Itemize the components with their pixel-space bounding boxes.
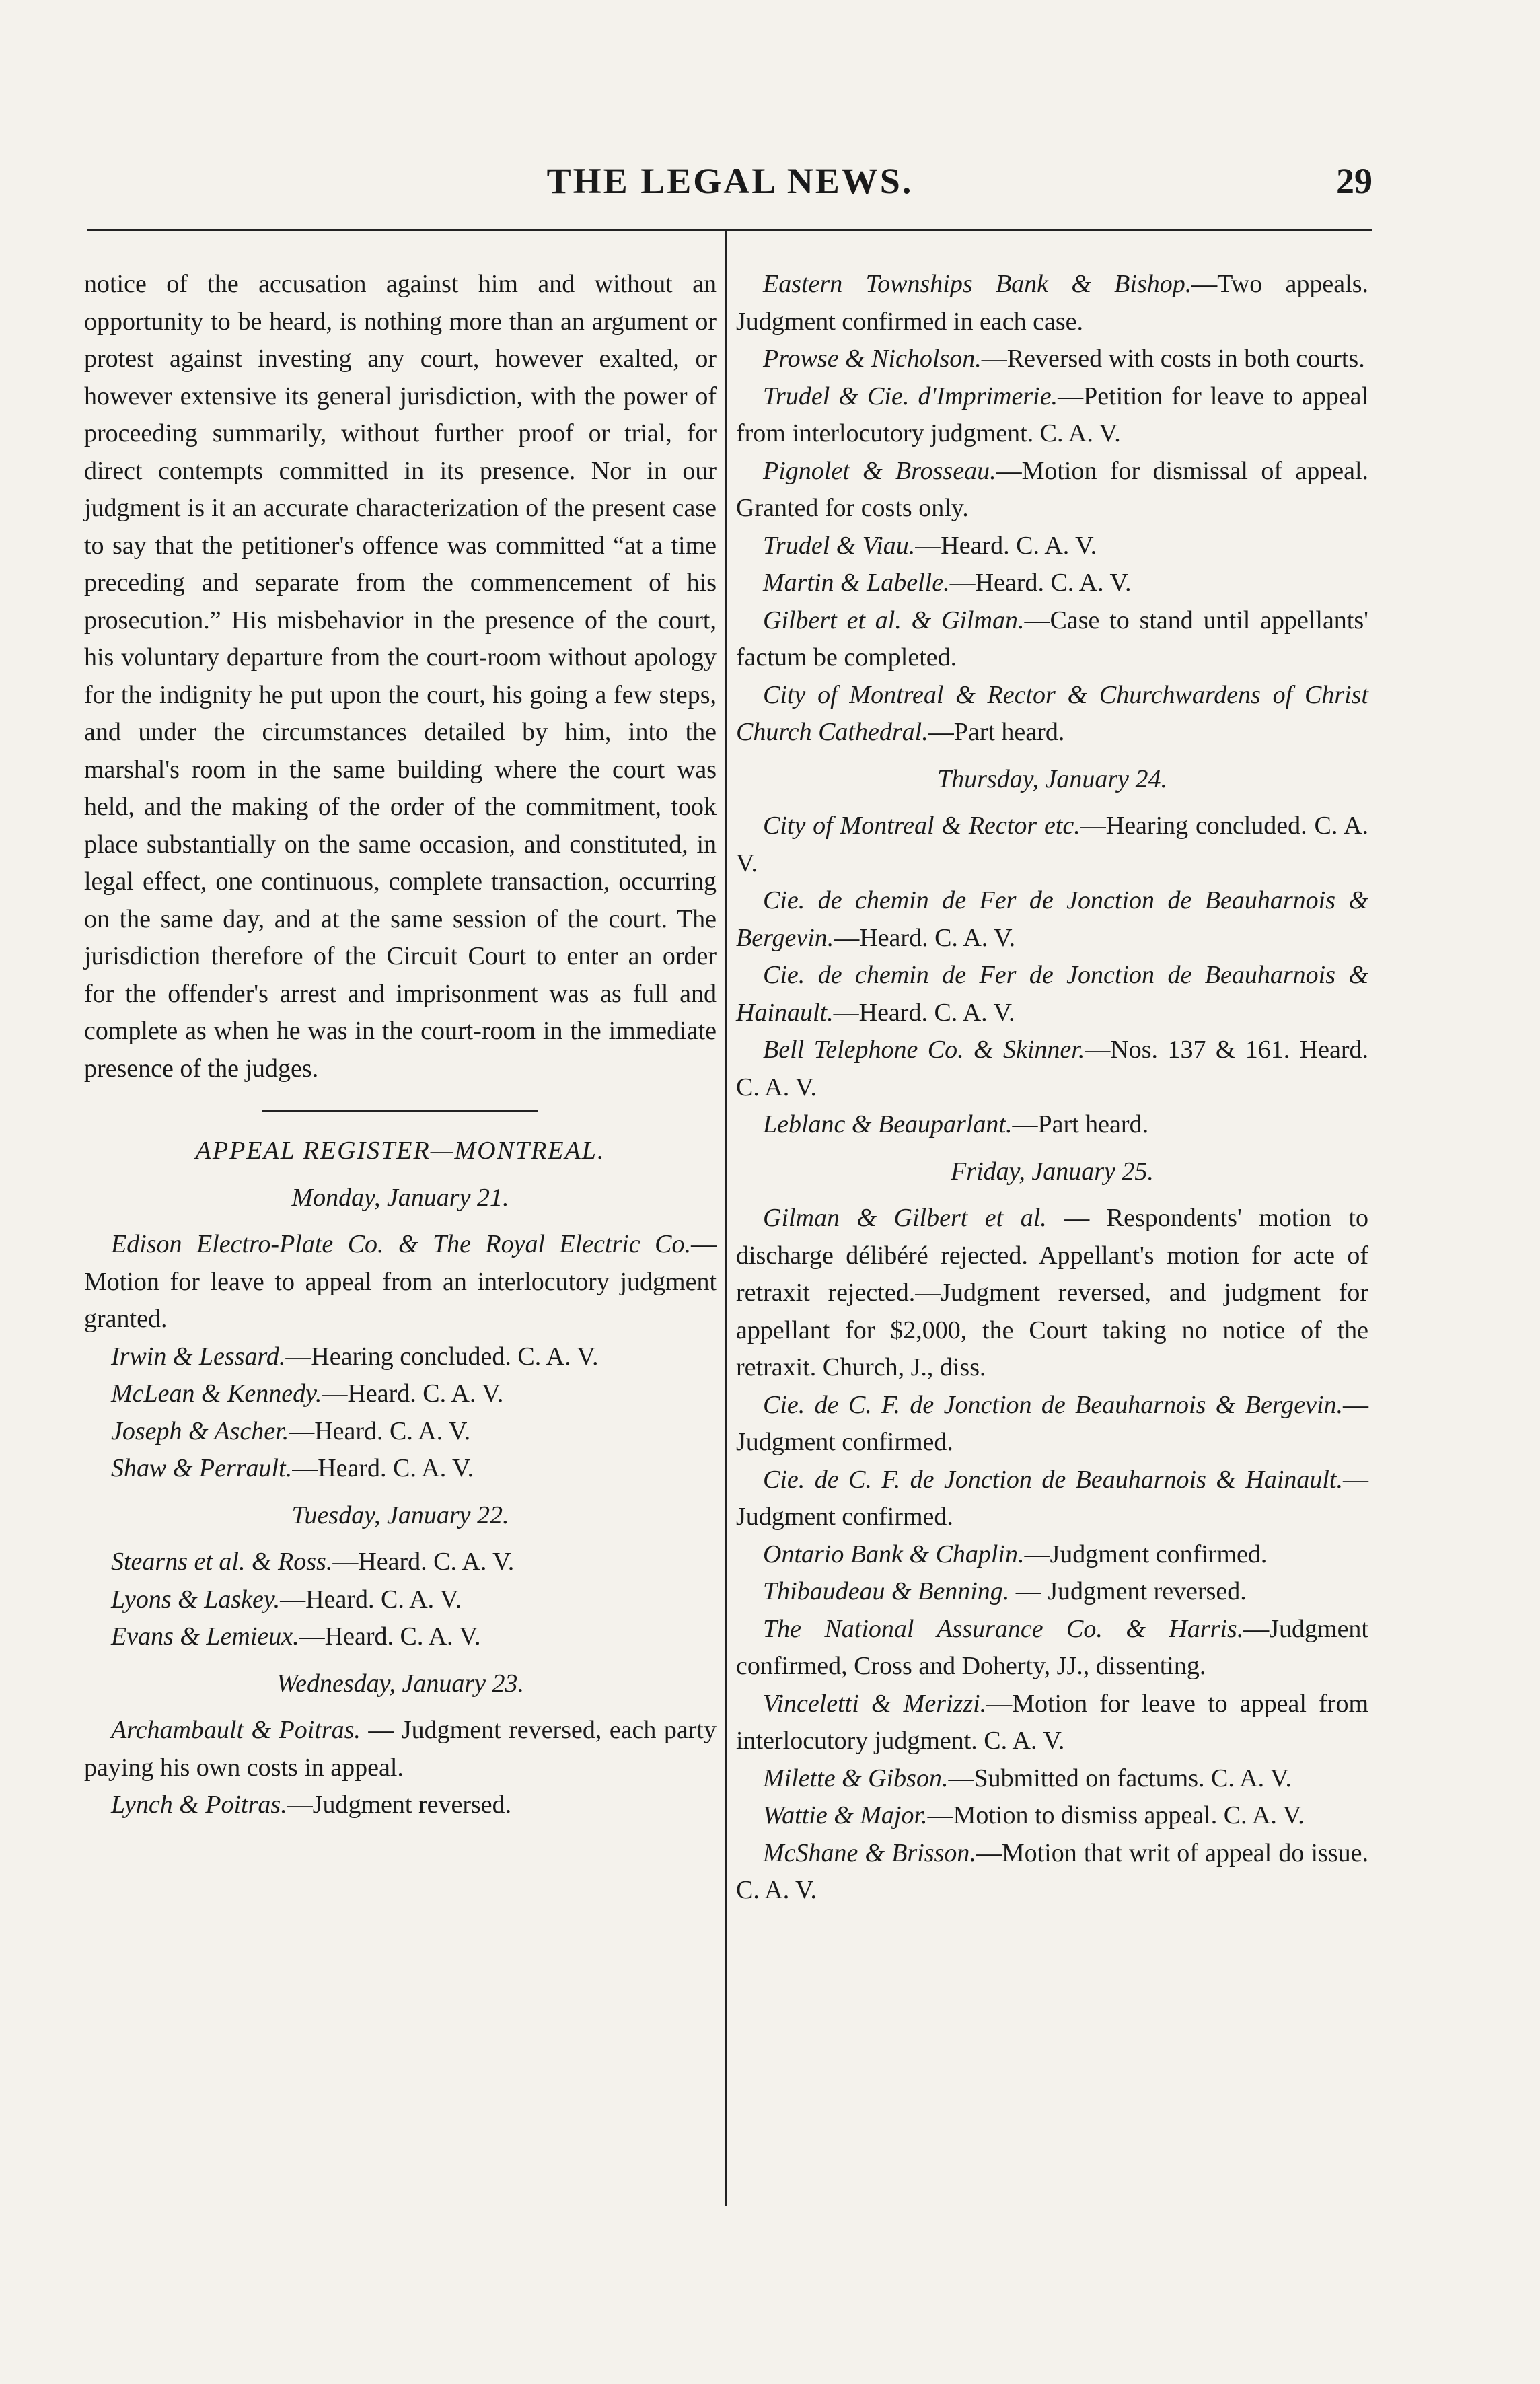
entry-parties: Lyons & Laskey.: [111, 1585, 281, 1614]
register-entry: [736, 1611, 1368, 1686]
entry-text: —Case to stand until appellants' factum be completed.: [736, 606, 1368, 672]
register-entry: [736, 266, 1368, 340]
register-entry: [736, 1387, 1368, 1461]
entry-text: —Submitted on factums. C. A. V.: [948, 1764, 1292, 1793]
entry-text: — Judgment reversed, each party paying his own costs in appeal.: [84, 1716, 717, 1782]
entry-parties: Evans & Lemieux.: [111, 1622, 299, 1651]
register-entry: [736, 957, 1368, 1032]
entry-parties: Irwin & Lessard.: [111, 1342, 286, 1371]
entry-parties: Joseph & Ascher.: [111, 1416, 289, 1445]
register-entry: [84, 1581, 717, 1619]
register-entry: [736, 340, 1368, 378]
entry-parties: Bell Telephone Co. & Skinner.: [763, 1036, 1085, 1064]
entry-text: —Heard. C. A. V.: [833, 998, 1015, 1027]
section-rule: [262, 1110, 538, 1112]
opinion-paragraph: notice of the accusation against him and without an opportunity to be heard, is nothing more than an argument or protest against investing any court, however exalted, or however extensive its general jurisdiction, with the power of proceeding summarily, without further proof or trial, for direct contempts committed in its presence. Nor in our judgment is it an accurate characterization of the present case to say that the petitioner's offence was committed “at a time preceding and separate from the commencement of his prosecution.” His misbehavior in the presence of the court, his voluntary departure from the court-room without apology for the indignity he put upon the court, his going a few steps, and under the circumstances detailed by him, into the marshal's room in the same building where the court was held, and the making of the order of the commitment, took place substantially on the same occasion, and constituted, in legal effect, one continuous, complete transaction, occurring on the same day, and at the same session of the court. The jurisdiction therefore of the Circuit Court to enter an order for the offender's arrest and imprisonment was as full and complete as when he was in the court-room in the immediate presence of the judges.: [84, 270, 717, 1083]
entry-parties: McLean & Kennedy.: [111, 1379, 322, 1408]
entry-text: —Two appeals. Judgment confirmed in each case.: [736, 270, 1368, 336]
register-entry: [736, 882, 1368, 957]
entry-parties: Cie. de C. F. de Jonction de Beauharnois & Hainault.: [763, 1465, 1343, 1494]
day-heading: Wednesday, January 23.: [277, 1669, 524, 1698]
register-entry: [736, 565, 1368, 602]
register-entry: [736, 1461, 1368, 1536]
entry-parties: Shaw & Perrault.: [111, 1454, 293, 1482]
day-heading: Friday, January 25.: [951, 1157, 1154, 1186]
register-entry: [736, 453, 1368, 528]
register-entry: [736, 1686, 1368, 1760]
entry-parties: Archambault & Poitras.: [111, 1716, 361, 1744]
entry-text: — Respondents' motion to discharge délibéré rejected. Appellant's motion for acte of retraxit rejected.—Judgment reversed, and judgment for appellant for $2,000, the Court taking no notice of the retraxit. Church, J., diss.: [736, 1204, 1368, 1381]
entry-parties: Gilman & Gilbert et al.: [763, 1204, 1047, 1232]
entry-parties: Thibaudeau & Benning.: [763, 1577, 1010, 1605]
register-entry: [736, 1106, 1368, 1144]
register-entry: [736, 1032, 1368, 1106]
entry-text: —Judgment confirmed.: [736, 1390, 1368, 1456]
entry-text: —Judgment confirmed, Cross and Doherty, JJ., dissenting.: [736, 1614, 1368, 1680]
left-column: [84, 266, 717, 1824]
running-title: THE LEGAL NEWS.: [546, 161, 914, 201]
entry-text: —Reversed with costs in both courts.: [981, 345, 1365, 373]
entry-text: —Judgment confirmed.: [1024, 1540, 1268, 1568]
entry-text: — Judgment reversed.: [1009, 1577, 1247, 1605]
register-entry: [84, 1786, 717, 1824]
register-entry: [84, 1712, 717, 1786]
entry-parties: City of Montreal & Rector & Churchwardens of Christ Church Cathedral.: [736, 680, 1368, 746]
entry-parties: Cie. de chemin de Fer de Jonction de Beauharnois & Hainault.: [736, 961, 1368, 1027]
register-entry: [84, 1450, 717, 1488]
register-entry: [736, 528, 1368, 565]
entry-text: —Hearing concluded. C. A. V.: [285, 1342, 599, 1371]
section-heading: APPEAL REGISTER—MONTREAL.: [195, 1136, 606, 1165]
register-entry: [736, 1573, 1368, 1611]
entry-parties: Trudel & Viau.: [763, 531, 916, 560]
entry-text: —Part heard.: [928, 718, 1065, 746]
entry-parties: Pignolet & Brosseau.: [763, 456, 996, 485]
entry-parties: Edison Electro-Plate Co. & The Royal Electric Co.: [111, 1230, 691, 1258]
entry-parties: Lynch & Poitras.: [111, 1791, 287, 1819]
register-entry: [736, 1760, 1368, 1798]
register-entry: [736, 378, 1368, 453]
entry-parties: Vinceletti & Merizzi.: [763, 1689, 987, 1718]
entry-parties: The National Assurance Co. & Harris.: [763, 1614, 1244, 1643]
entry-text: —Judgment confirmed.: [736, 1465, 1368, 1531]
entry-text: —Heard. C. A. V.: [292, 1454, 474, 1482]
entry-text: —Petition for leave to appeal from interlocutory judgment. C. A. V.: [736, 382, 1368, 447]
register-entry: [84, 1226, 717, 1338]
running-head: [87, 160, 1372, 214]
register-entry: [736, 1797, 1368, 1835]
register-entry: [736, 807, 1368, 882]
entry-parties: Trudel & Cie. d'Imprimerie.: [763, 382, 1058, 410]
entry-parties: Prowse & Nicholson.: [763, 345, 982, 373]
entry-text: —Part heard.: [1012, 1110, 1149, 1139]
register-entry: [736, 1835, 1368, 1910]
right-column: [736, 266, 1368, 1910]
entry-parties: Leblanc & Beauparlant.: [763, 1110, 1013, 1139]
entry-text: —Nos. 137 & 161. Heard. C. A. V.: [736, 1036, 1368, 1101]
page-number: 29: [1336, 161, 1372, 201]
entry-text: —Heard. C. A. V.: [332, 1548, 515, 1576]
entry-parties: Stearns et al. & Ross.: [111, 1548, 333, 1576]
day-heading: Tuesday, January 22.: [291, 1501, 509, 1529]
entry-text: —Motion to dismiss appeal. C. A. V.: [927, 1801, 1305, 1830]
entry-parties: Gilbert et al. & Gilman.: [763, 606, 1025, 635]
entry-text: —Heard. C. A. V.: [322, 1379, 504, 1408]
entry-parties: Cie. de chemin de Fer de Jonction de Beauharnois & Bergevin.: [736, 886, 1368, 952]
column-divider: [725, 231, 727, 2206]
day-heading: Thursday, January 24.: [937, 764, 1167, 793]
entry-parties: Milette & Gibson.: [763, 1764, 949, 1793]
register-entry: [736, 677, 1368, 752]
day-heading: Monday, January 21.: [291, 1183, 509, 1212]
entry-text: —Motion for leave to appeal from interlocutory judgment. C. A. V.: [736, 1689, 1368, 1755]
register-entry: [84, 1338, 717, 1376]
entry-text: —Motion for leave to appeal from an interlocutory judgment granted.: [84, 1230, 717, 1333]
register-entry: [84, 1618, 717, 1656]
entry-parties: Eastern Townships Bank & Bishop.: [763, 270, 1192, 298]
register-entry: [736, 1536, 1368, 1574]
entry-text: —Motion that writ of appeal do issue. C. A. V.: [736, 1838, 1368, 1904]
entry-parties: McShane & Brisson.: [763, 1838, 976, 1867]
header-rule: [87, 229, 1372, 231]
entry-text: —Heard. C. A. V.: [915, 531, 1097, 560]
entry-text: —Hearing concluded. C. A. V.: [736, 811, 1369, 877]
entry-text: —Heard. C. A. V.: [834, 923, 1016, 952]
register-entry: [84, 1544, 717, 1581]
entry-parties: City of Montreal & Rector etc.: [763, 811, 1080, 840]
register-entry: [84, 1413, 717, 1451]
register-entry: [736, 1200, 1368, 1387]
entry-parties: Ontario Bank & Chaplin.: [763, 1540, 1025, 1568]
entry-parties: Wattie & Major.: [763, 1801, 928, 1830]
entry-text: —Judgment reversed.: [287, 1791, 512, 1819]
entry-text: —Heard. C. A. V.: [299, 1622, 481, 1651]
entry-text: —Heard. C. A. V.: [949, 569, 1132, 597]
entry-parties: Cie. de C. F. de Jonction de Beauharnois & Bergevin.: [763, 1390, 1343, 1419]
register-entry: [736, 602, 1368, 677]
entry-text: —Motion for dismissal of appeal. Granted for costs only.: [736, 456, 1369, 522]
entry-text: —Heard. C. A. V.: [280, 1585, 462, 1614]
register-entry: [84, 1375, 717, 1413]
entry-text: —Heard. C. A. V.: [289, 1416, 471, 1445]
entry-parties: Martin & Labelle.: [763, 569, 950, 597]
